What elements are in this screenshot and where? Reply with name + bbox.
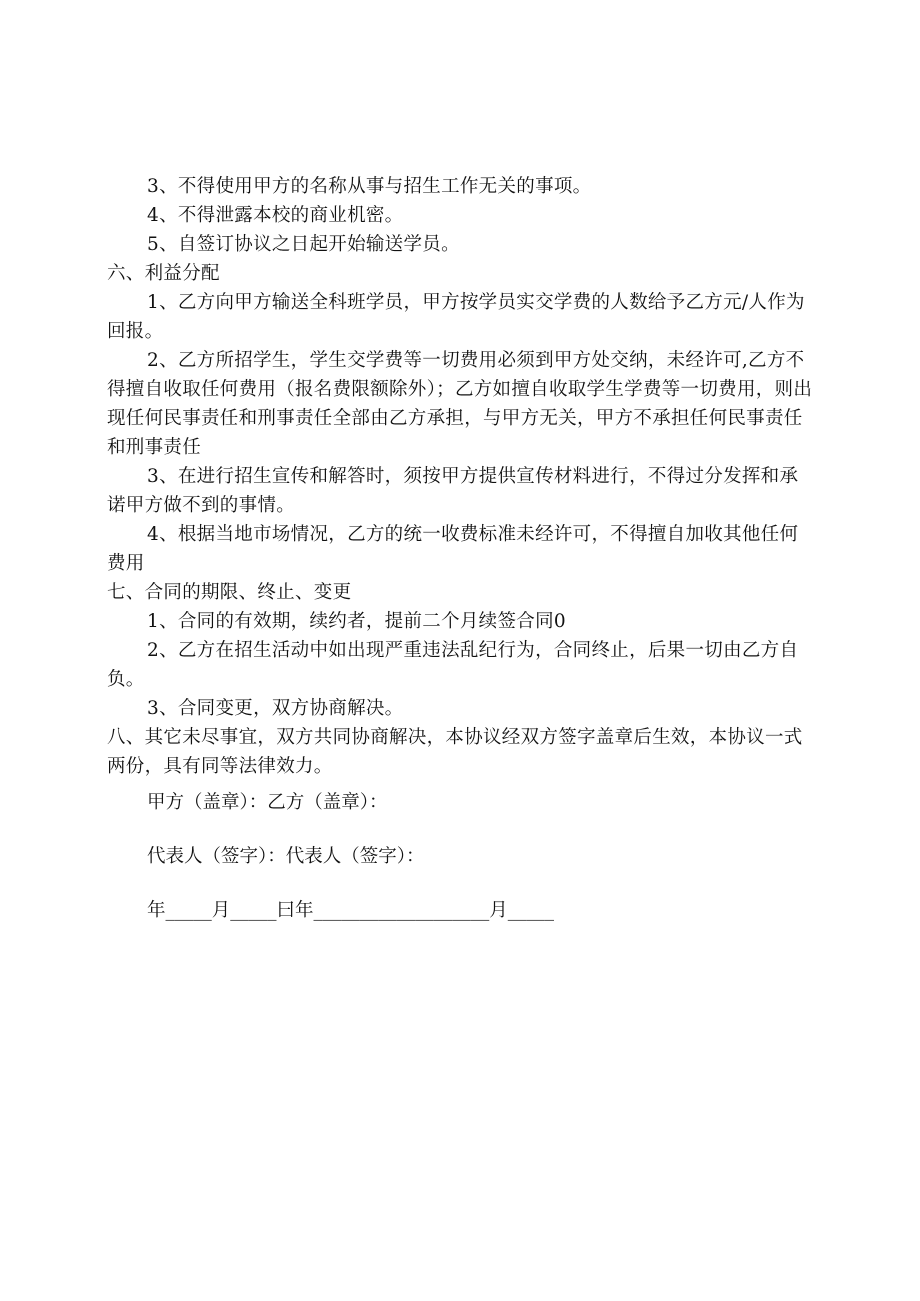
clause-5-item-5: 5、自签订协议之日起开始输送学员。 bbox=[147, 234, 460, 255]
signature-block bbox=[147, 788, 815, 925]
clause-5-item-4: 4、不得泄露本校的商业机密。 bbox=[147, 205, 404, 226]
date-line: 年_____月_____曰年___________________月_____ bbox=[147, 900, 555, 921]
section-6-heading: 六、利益分配 bbox=[107, 263, 220, 284]
clause-6-item-1: 1、乙方向甲方输送全科班学员，甲方按学员实交学费的人数给予乙方元/人作为回报。 bbox=[107, 292, 805, 342]
clause-7-item-1: 1、合同的有效期，续约者，提前二个月续签合同0 bbox=[147, 611, 566, 632]
clause-7-item-3: 3、合同变更，双方协商解决。 bbox=[147, 698, 404, 719]
representative-line: 代表人（签字）：代表人（签字）： bbox=[147, 846, 425, 867]
clause-6-item-2: 2、乙方所招学生，学生交学费等一切费用必须到甲方处交纳，未经许可,乙方不得擅自收取任何费用（报名费限额除外）；乙方如擅自收取学生学费等一切费用，则出现任何民事责任和刑事责任全部由乙方承担，与甲方无关，甲方不承担任何民事责任和刑事责任 bbox=[107, 350, 813, 458]
clause-5-item-3: 3、不得使用甲方的名称从事与招生工作无关的事项。 bbox=[147, 176, 592, 197]
seal-line: 甲方（盖章）：乙方（盖章）： bbox=[147, 792, 388, 813]
clause-6-item-3: 3、在进行招生宣传和解答时，须按甲方提供宣传材料进行，不得过分发挥和承诺甲方做不到的事情。 bbox=[107, 466, 799, 516]
clause-7-item-2: 2、乙方在招生活动中如出现严重违法乱纪行为，合同终止，后果一切由乙方自负。 bbox=[107, 640, 799, 690]
section-7-heading: 七、合同的期限、终止、变更 bbox=[107, 582, 352, 603]
contract-body bbox=[107, 172, 815, 781]
clause-6-item-4: 4、根据当地市场情况，乙方的统一收费标准未经许可，不得擅自加收其他任何费用 bbox=[107, 524, 799, 574]
section-8-paragraph: 八、其它未尽事宜，双方共同协商解决，本协议经双方签字盖章后生效，本协议一式两份，具有同等法律效力。 bbox=[107, 727, 803, 777]
